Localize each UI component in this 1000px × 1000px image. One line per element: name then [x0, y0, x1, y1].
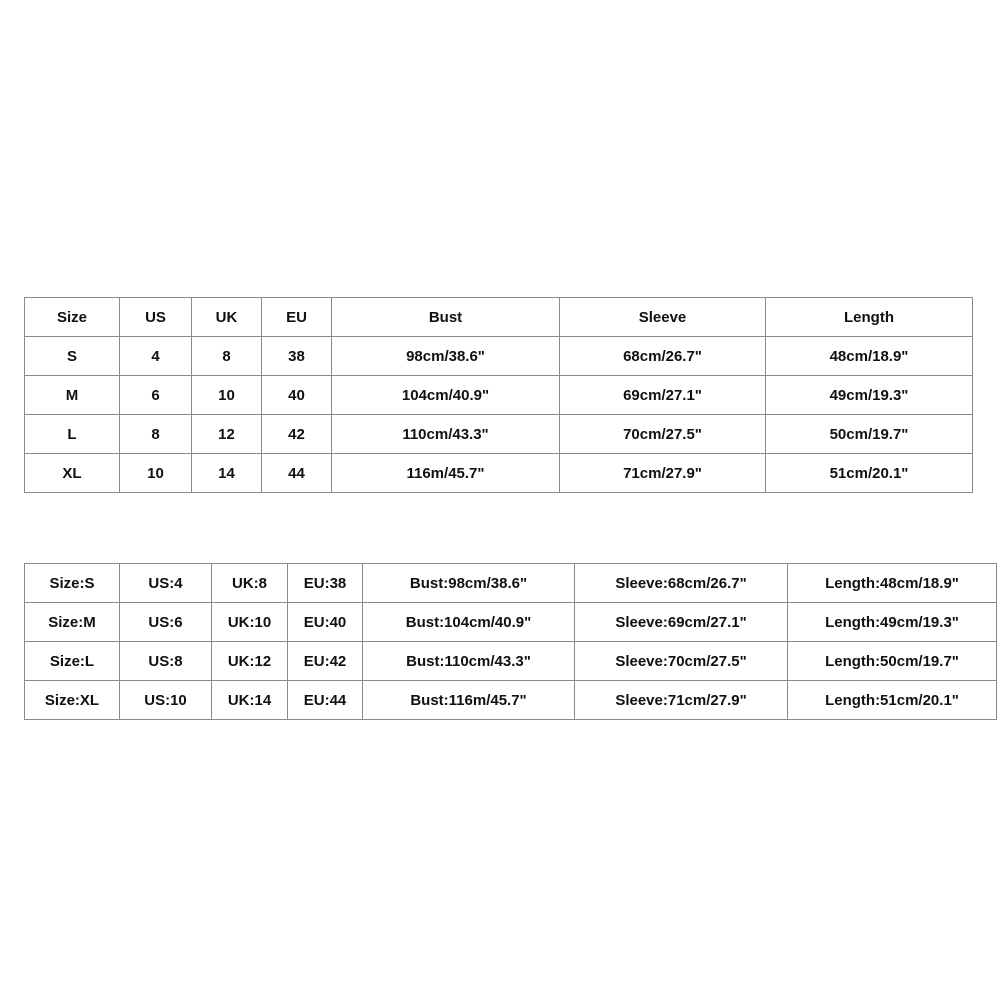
- table-row: [25, 454, 973, 493]
- table-row: [25, 337, 973, 376]
- cell-size: L: [25, 415, 120, 454]
- size-chart-inline-table: [24, 563, 997, 720]
- cell-us: US:10: [120, 681, 212, 720]
- cell-bust: 98cm/38.6": [332, 337, 560, 376]
- cell-bust: Bust:104cm/40.9": [363, 603, 575, 642]
- cell-sleeve: Sleeve:71cm/27.9": [575, 681, 788, 720]
- cell-bust: 104cm/40.9": [332, 376, 560, 415]
- cell-eu: EU:40: [288, 603, 363, 642]
- cell-length: Length:50cm/19.7": [788, 642, 997, 681]
- table-row: [25, 415, 973, 454]
- table-row: [25, 681, 997, 720]
- cell-length: 51cm/20.1": [766, 454, 973, 493]
- cell-sleeve: Sleeve:70cm/27.5": [575, 642, 788, 681]
- cell-size: Size:M: [25, 603, 120, 642]
- cell-size: S: [25, 337, 120, 376]
- cell-length: 49cm/19.3": [766, 376, 973, 415]
- cell-bust: Bust:98cm/38.6": [363, 564, 575, 603]
- header-uk: UK: [192, 298, 262, 337]
- cell-bust: 116m/45.7": [332, 454, 560, 493]
- cell-sleeve: Sleeve:69cm/27.1": [575, 603, 788, 642]
- cell-sleeve: 68cm/26.7": [560, 337, 766, 376]
- cell-eu: EU:42: [288, 642, 363, 681]
- cell-uk: 12: [192, 415, 262, 454]
- cell-eu: EU:44: [288, 681, 363, 720]
- cell-length: 50cm/19.7": [766, 415, 973, 454]
- cell-bust: 110cm/43.3": [332, 415, 560, 454]
- cell-length: Length:49cm/19.3": [788, 603, 997, 642]
- header-length: Length: [766, 298, 973, 337]
- cell-size: Size:XL: [25, 681, 120, 720]
- cell-us: 6: [120, 376, 192, 415]
- cell-sleeve: Sleeve:68cm/26.7": [575, 564, 788, 603]
- cell-uk: UK:14: [212, 681, 288, 720]
- cell-uk: 14: [192, 454, 262, 493]
- cell-size: M: [25, 376, 120, 415]
- cell-uk: 8: [192, 337, 262, 376]
- header-sleeve: Sleeve: [560, 298, 766, 337]
- table-header-row: [25, 298, 973, 337]
- cell-uk: UK:10: [212, 603, 288, 642]
- cell-us: 4: [120, 337, 192, 376]
- cell-uk: UK:12: [212, 642, 288, 681]
- cell-eu: EU:38: [288, 564, 363, 603]
- cell-length: Length:48cm/18.9": [788, 564, 997, 603]
- cell-uk: UK:8: [212, 564, 288, 603]
- header-eu: EU: [262, 298, 332, 337]
- cell-eu: 38: [262, 337, 332, 376]
- header-us: US: [120, 298, 192, 337]
- cell-length: Length:51cm/20.1": [788, 681, 997, 720]
- cell-eu: 40: [262, 376, 332, 415]
- cell-sleeve: 71cm/27.9": [560, 454, 766, 493]
- cell-us: 8: [120, 415, 192, 454]
- cell-bust: Bust:116m/45.7": [363, 681, 575, 720]
- table-row: [25, 376, 973, 415]
- header-bust: Bust: [332, 298, 560, 337]
- cell-us: US:4: [120, 564, 212, 603]
- cell-us: US:8: [120, 642, 212, 681]
- table-row: [25, 642, 997, 681]
- cell-size: Size:L: [25, 642, 120, 681]
- cell-bust: Bust:110cm/43.3": [363, 642, 575, 681]
- header-size: Size: [25, 298, 120, 337]
- cell-uk: 10: [192, 376, 262, 415]
- cell-sleeve: 69cm/27.1": [560, 376, 766, 415]
- table-row: [25, 564, 997, 603]
- cell-eu: 42: [262, 415, 332, 454]
- size-chart-table: [24, 297, 973, 493]
- cell-size: XL: [25, 454, 120, 493]
- cell-sleeve: 70cm/27.5": [560, 415, 766, 454]
- cell-length: 48cm/18.9": [766, 337, 973, 376]
- cell-eu: 44: [262, 454, 332, 493]
- cell-us: 10: [120, 454, 192, 493]
- table-row: [25, 603, 997, 642]
- cell-us: US:6: [120, 603, 212, 642]
- cell-size: Size:S: [25, 564, 120, 603]
